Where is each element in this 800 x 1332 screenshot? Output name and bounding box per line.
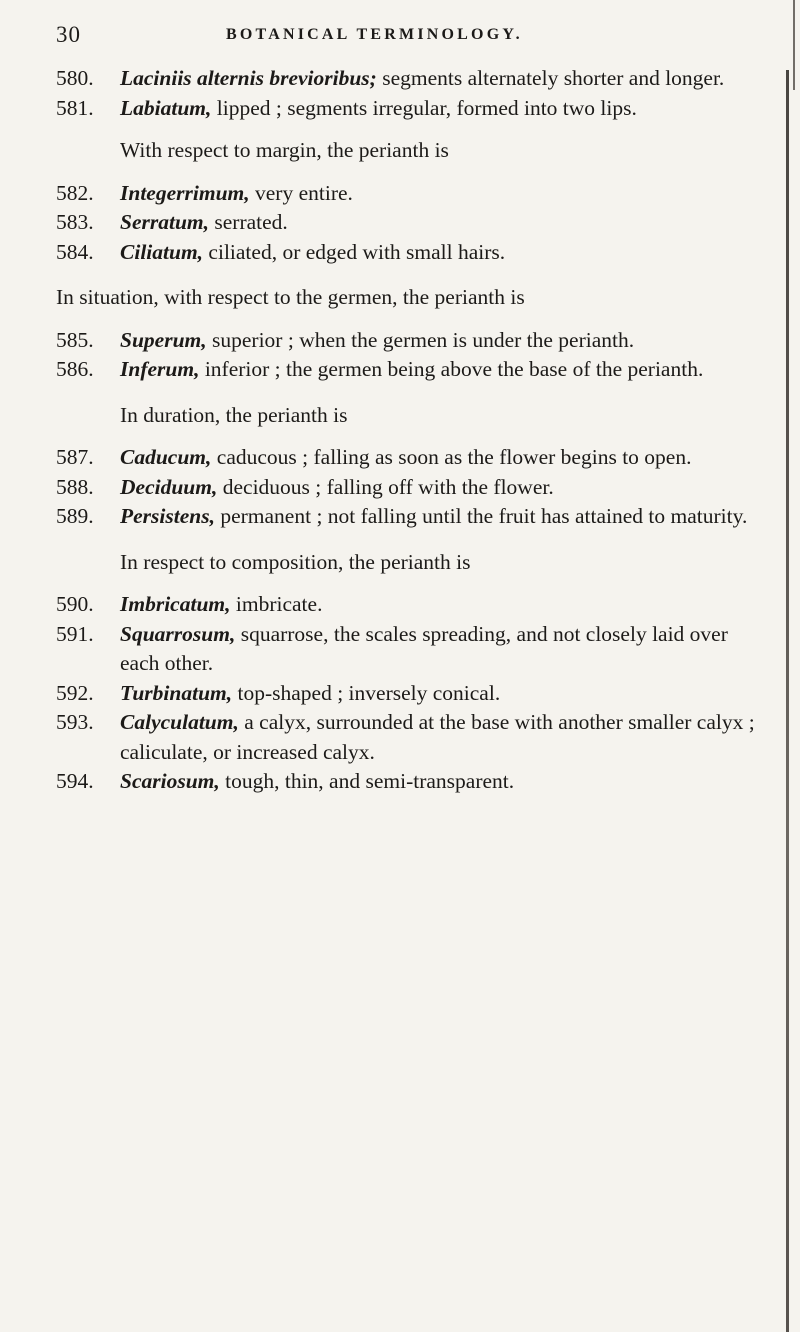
entry-term: Imbricatum, [120,592,231,616]
entry-description: deciduous ; falling off with the flower. [222,474,554,499]
entry-number: 586. [56,357,94,381]
entry-number: 584. [56,239,94,264]
entry-term: Laciniis alternis brevioribus; [120,66,377,90]
page-edge-shadow [786,70,789,1332]
definition-entry [56,502,756,532]
entry-number: 585. [56,327,94,352]
entry-term: Serratum, [120,210,210,234]
entry-number: 587. [56,445,94,469]
entry-description: inferior ; the germen being above the base of the perianth. [204,357,704,381]
entry-description: top-shaped ; inversely conical. [237,680,501,705]
definition-entry [56,590,756,620]
definition-entry [56,208,756,238]
entry-number: 591. [56,621,94,646]
entry-description: superior ; when the germen is under the perianth. [212,327,635,352]
section-intro: With respect to margin, the perianth is [120,138,449,162]
entry-number: 583. [56,210,94,234]
definition-entry [56,767,756,797]
entry-description: permanent ; not falling until the fruit has attained to maturity. [220,504,748,528]
entry-number: 580. [56,66,94,90]
entry-description: segments alternately shorter and longer. [382,66,725,90]
entry-description: imbricate. [235,592,323,616]
entry-term: Persistens, [120,504,215,528]
entry-term: Superum, [120,327,207,352]
running-head: BOTANICAL TERMINOLOGY. [226,26,523,43]
entry-description: lipped ; segments irregular, formed into two lips. [216,95,637,120]
entry-number: 588. [56,474,94,499]
page-header [56,22,760,56]
definition-entry [56,679,756,709]
entry-term: Caducum, [120,445,212,469]
definition-entry [56,443,756,473]
definition-entry [56,179,756,209]
entry-description: serrated. [214,210,288,234]
entry-term: Squarrosum, [120,621,236,646]
section-intro: In respect to composition, the perianth is [120,549,471,574]
section-intro: In situation, with respect to the germen, the perianth is [56,285,525,309]
entry-number: 582. [56,180,94,205]
entry-term: Inferum, [120,357,200,381]
entry-description: very entire. [255,180,353,205]
entry-number: 594. [56,769,94,793]
entry-term: Labiatum, [120,95,212,120]
entry-description: a calyx, surrounded at the base with another smaller calyx ; caliculate, or increased calyx. [120,710,755,764]
definition-entry [56,620,756,679]
entry-term: Ciliatum, [120,239,204,264]
section-intro: In duration, the perianth is [120,402,348,427]
entry-description: tough, thin, and semi-transparent. [225,769,515,793]
entry-number: 593. [56,710,94,734]
entry-number: 592. [56,680,94,705]
definition-entry [56,355,756,385]
entry-number: 581. [56,95,94,120]
entry-number: 590. [56,592,94,616]
definition-entry [56,708,756,767]
entry-description: squarrose, the scales spreading, and not closely laid over each other. [120,621,728,675]
page-edge-shadow-top [793,0,795,90]
entry-term: Integerrimum, [120,180,250,205]
definition-entry [56,94,756,124]
definition-entry [56,473,756,503]
entry-description: ciliated, or edged with small hairs. [208,239,506,264]
entry-term: Calyculatum, [120,710,239,734]
definition-entry [56,238,756,268]
entry-term: Turbinatum, [120,680,233,705]
entry-term: Scariosum, [120,769,220,793]
entry-description: caducous ; falling as soon as the flower begins to open. [216,445,692,469]
definition-entry [56,326,756,356]
definition-entry [56,64,756,94]
entry-term: Deciduum, [120,474,218,499]
page-number: 30 [56,22,81,47]
entry-number: 589. [56,504,94,528]
page-body [56,64,756,797]
